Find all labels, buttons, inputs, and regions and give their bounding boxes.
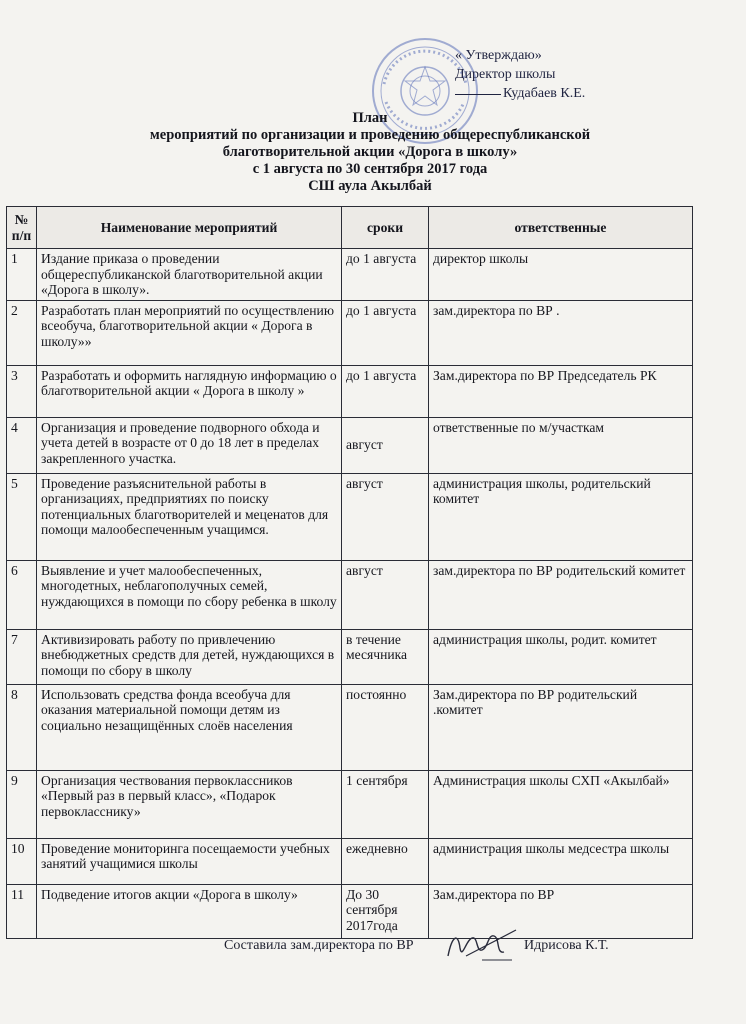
header-event-name: Наименование мероприятий xyxy=(37,207,342,249)
title-line-5: СШ аула Акылбай xyxy=(308,178,432,194)
approval-block xyxy=(455,46,585,103)
table-row xyxy=(7,300,693,365)
row-number: 7 xyxy=(7,629,37,684)
table-row xyxy=(7,473,693,560)
row-event-name: Издание приказа о проведении общереспубликанской благотворительной акции «Дорога в школу». xyxy=(37,249,342,301)
row-number: 10 xyxy=(7,838,37,884)
row-number: 11 xyxy=(7,884,37,938)
approval-heading: « Утверждаю» xyxy=(455,48,542,63)
table-row xyxy=(7,629,693,684)
title-line-4: с 1 августа по 30 сентября 2017 года xyxy=(252,161,488,177)
title-line-2: мероприятий по организации и проведению общереспубликанской xyxy=(149,127,591,143)
row-number: 2 xyxy=(7,300,37,365)
row-event-name: Использовать средства фонда всеобуча для оказания материальной помощи детям из социально незащищённых слоёв населения xyxy=(37,684,342,770)
row-responsible: Зам.директора по ВР xyxy=(429,884,693,938)
row-term: до 1 августа xyxy=(342,249,429,301)
table-row xyxy=(7,884,693,938)
row-term: До 30 сентября 2017года xyxy=(342,884,429,938)
row-responsible: ответственные по м/участкам xyxy=(429,417,693,473)
row-term: август xyxy=(342,473,429,560)
row-number: 1 xyxy=(7,249,37,301)
row-event-name: Организация и проведение подворного обхода и учета детей в возрасте от 0 до 18 лет в пределах закрепленного участка. xyxy=(37,417,342,473)
row-term: август xyxy=(342,560,429,629)
header-number: № п/п xyxy=(7,207,37,249)
row-responsible: администрация школы, родит. комитет xyxy=(429,629,693,684)
row-event-name: Организация чествования первоклассников «Первый раз в первый класс», «Подарок первокласснику» xyxy=(37,770,342,838)
approval-signatory xyxy=(455,84,585,103)
table-row xyxy=(7,770,693,838)
row-term: в течение месячника xyxy=(342,629,429,684)
row-number: 4 xyxy=(7,417,37,473)
row-term: до 1 августа xyxy=(342,300,429,365)
row-number: 9 xyxy=(7,770,37,838)
row-responsible: Зам.директора по ВР родительский .комитет xyxy=(429,684,693,770)
table-row xyxy=(7,684,693,770)
handwritten-signature-icon xyxy=(442,926,522,966)
table-header-row xyxy=(7,207,693,249)
title-line-3: благотворительной акции «Дорога в школу» xyxy=(222,144,518,160)
row-term: до 1 августа xyxy=(342,365,429,417)
row-event-name: Подведение итогов акции «Дорога в школу» xyxy=(37,884,342,938)
signature-line xyxy=(455,94,501,95)
row-responsible: администрация школы медсестра школы xyxy=(429,838,693,884)
events-table xyxy=(6,206,693,939)
title-line-1: План xyxy=(352,110,388,126)
row-event-name: Активизировать работу по привлечению внебюджетных средств для детей, нуждающихся в помощи по сбору в школу xyxy=(37,629,342,684)
document-title xyxy=(40,110,700,195)
table-row xyxy=(7,560,693,629)
row-event-name: Проведение мониторинга посещаемости учебных занятий учащимися школы xyxy=(37,838,342,884)
row-number: 8 xyxy=(7,684,37,770)
row-event-name: Разработать план мероприятий по осуществлению всеобуча, благотворительной акции « Дорога в школу»» xyxy=(37,300,342,365)
row-number: 6 xyxy=(7,560,37,629)
row-term: постоянно xyxy=(342,684,429,770)
row-event-name: Разработать и оформить наглядную информацию о благотворительной акции « Дорога в школу » xyxy=(37,365,342,417)
row-responsible: директор школы xyxy=(429,249,693,301)
approval-position: Директор школы xyxy=(455,67,556,82)
row-responsible: зам.директора по ВР родительский комитет xyxy=(429,560,693,629)
row-term: август xyxy=(342,417,429,473)
row-number: 5 xyxy=(7,473,37,560)
header-responsible: ответственные xyxy=(429,207,693,249)
header-term: сроки xyxy=(342,207,429,249)
row-term: ежедневно xyxy=(342,838,429,884)
row-responsible: Администрация школы СХП «Акылбай» xyxy=(429,770,693,838)
row-event-name: Проведение разъяснительной работы в организациях, предприятиях по поиску потенциальных благотворителей и меценатов для помощи малообеспеченным учащимся. xyxy=(37,473,342,560)
table-row xyxy=(7,417,693,473)
approval-name: Кудабаев К.Е. xyxy=(503,86,586,101)
row-term: 1 сентября xyxy=(342,770,429,838)
table-row xyxy=(7,838,693,884)
row-event-name: Выявление и учет малообеспеченных, многодетных, неблагополучных семей, нуждающихся в помощи по сбору ребенка в школу xyxy=(37,560,342,629)
row-responsible: зам.директора по ВР . xyxy=(429,300,693,365)
row-responsible: администрация школы, родительский комитет xyxy=(429,473,693,560)
table-row xyxy=(7,365,693,417)
compiler-name: Идрисова К.Т. xyxy=(524,938,609,953)
table-row xyxy=(7,249,693,301)
row-number: 3 xyxy=(7,365,37,417)
row-responsible: Зам.директора по ВР Председатель РК xyxy=(429,365,693,417)
compiled-by: Составила зам.директора по ВР xyxy=(224,938,414,953)
